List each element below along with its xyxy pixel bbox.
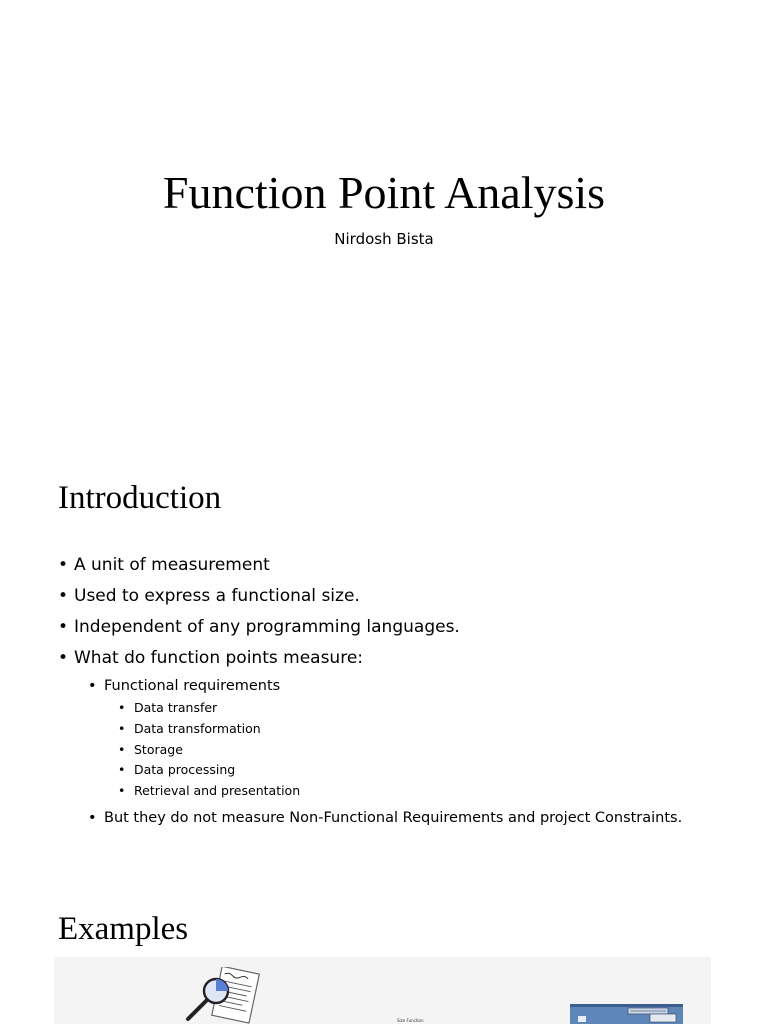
sub-sub-bullet-item: • Data transformation <box>58 719 748 740</box>
sub-bullet-item: • Functional requirements <box>58 674 748 698</box>
presentation-title: Function Point Analysis <box>162 167 606 218</box>
title-slide <box>0 0 768 432</box>
screen-thumbnail-icon <box>570 1004 683 1024</box>
examples-heading: Examples <box>58 911 189 947</box>
sub-sub-bullet-item: • Storage <box>58 740 748 761</box>
examples-image-panel <box>54 957 711 1024</box>
introduction-heading: Introduction <box>58 480 222 516</box>
introduction-bullet-list <box>58 550 748 830</box>
sub-sub-bullet-item: • Retrieval and presentation <box>58 781 748 802</box>
examples-slide <box>0 864 768 1024</box>
bullet-item: • A unit of measurement <box>58 550 748 581</box>
sub-sub-bullet-item: • Data transfer <box>58 698 748 719</box>
bullet-item: • Independent of any programming languages. <box>58 612 748 643</box>
bullet-item: • What do function points measure: <box>58 643 748 674</box>
magnifier-document-icon <box>180 967 264 1024</box>
bullet-item: • Used to express a functional size. <box>58 581 748 612</box>
sub-bullet-item: • But they do not measure Non-Functional Requirements and project Constraints. <box>58 806 748 830</box>
presentation-author: Nirdosh Bista <box>334 230 434 248</box>
sub-sub-bullet-item: • Data processing <box>58 760 748 781</box>
diagram-tiny-label: Size Function <box>397 1018 424 1023</box>
introduction-slide <box>0 432 768 864</box>
